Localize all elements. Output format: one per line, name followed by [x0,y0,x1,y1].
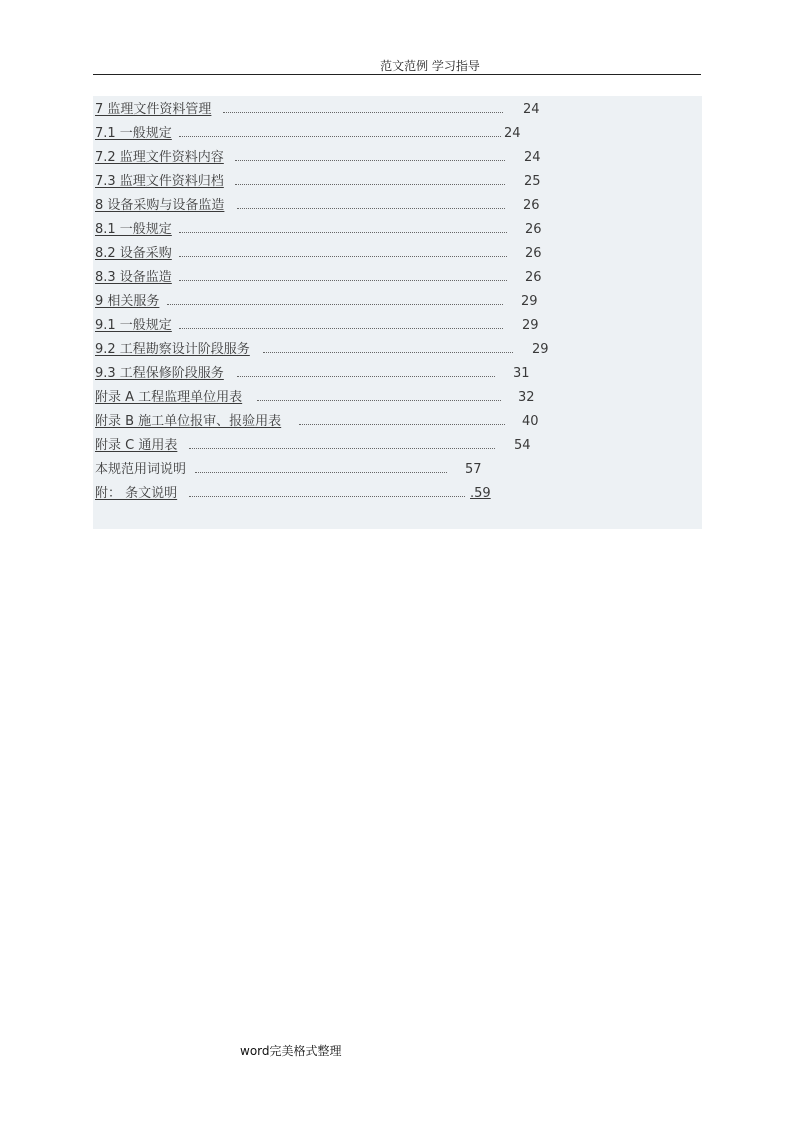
toc-leader [179,232,507,233]
toc-entry-page: 26 [525,222,542,237]
toc-leader [179,256,507,257]
toc-entry-title[interactable]: 9.1 一般规定 [95,318,172,333]
toc-leader [179,328,503,329]
toc-leader [263,352,513,353]
toc-entry-title[interactable]: 附录 B 施工单位报审、报验用表 [95,414,282,429]
toc-entry-page: 26 [525,270,542,285]
toc-entry-title[interactable]: 7.2 监理文件资料内容 [95,150,224,165]
toc-entry-page: 24 [524,150,541,165]
toc-entry-title[interactable]: 9 相关服务 [95,294,160,309]
toc-leader [237,376,495,377]
toc-entry-title[interactable]: 8.2 设备采购 [95,246,172,261]
toc-entry-title[interactable]: 9.3 工程保修阶段服务 [95,366,224,381]
toc-entry-page: 40 [522,414,539,429]
toc-entry-page: 24 [504,126,521,141]
toc-entry-page: 26 [525,246,542,261]
toc-entry-page: 26 [523,198,540,213]
toc-entry-title[interactable]: 8.1 一般规定 [95,222,172,237]
toc-entry-page: 32 [518,390,535,405]
toc-entry-title[interactable]: 8 设备采购与设备监造 [95,198,225,213]
toc-leader [179,280,507,281]
toc-entry-title[interactable]: 本规范用词说明 [95,462,187,477]
page-header: 范文范例 学习指导 [380,59,480,73]
toc-leader [167,304,503,305]
toc-entry-title[interactable]: 附录 C 通用表 [95,438,178,453]
toc-leader [235,184,505,185]
toc-entry-title[interactable]: 7.1 一般规定 [95,126,172,141]
toc-entry-page: .59 [470,486,491,501]
toc-leader [299,424,505,425]
header-rule [93,74,701,75]
toc-leader [179,136,501,137]
page-footer: word完美格式整理 [240,1044,342,1058]
toc-leader [189,496,465,497]
toc-entry-page: 25 [524,174,541,189]
toc-entry-page: 31 [513,366,530,381]
toc-leader [237,208,505,209]
toc-entry-page: 54 [514,438,531,453]
toc-entry-title[interactable]: 附录 A 工程监理单位用表 [95,390,243,405]
toc-entry-title[interactable]: 9.2 工程勘察设计阶段服务 [95,342,250,357]
toc-leader [257,400,501,401]
toc-entry-title[interactable]: 7 监理文件资料管理 [95,102,212,117]
toc-entry-title[interactable]: 8.3 设备监造 [95,270,172,285]
toc-entry-title[interactable]: 附： 条文说明 [95,486,178,501]
toc-entry-page: 29 [532,342,549,357]
toc-entry-title[interactable]: 7.3 监理文件资料归档 [95,174,224,189]
toc-leader [195,472,447,473]
toc-leader [235,160,505,161]
toc-entry-page: 29 [522,318,539,333]
toc-entry-page: 24 [523,102,540,117]
toc-leader [189,448,495,449]
toc-entry-page: 57 [465,462,482,477]
table-of-contents [93,96,702,529]
toc-entry-page: 29 [521,294,538,309]
toc-leader [223,112,503,113]
